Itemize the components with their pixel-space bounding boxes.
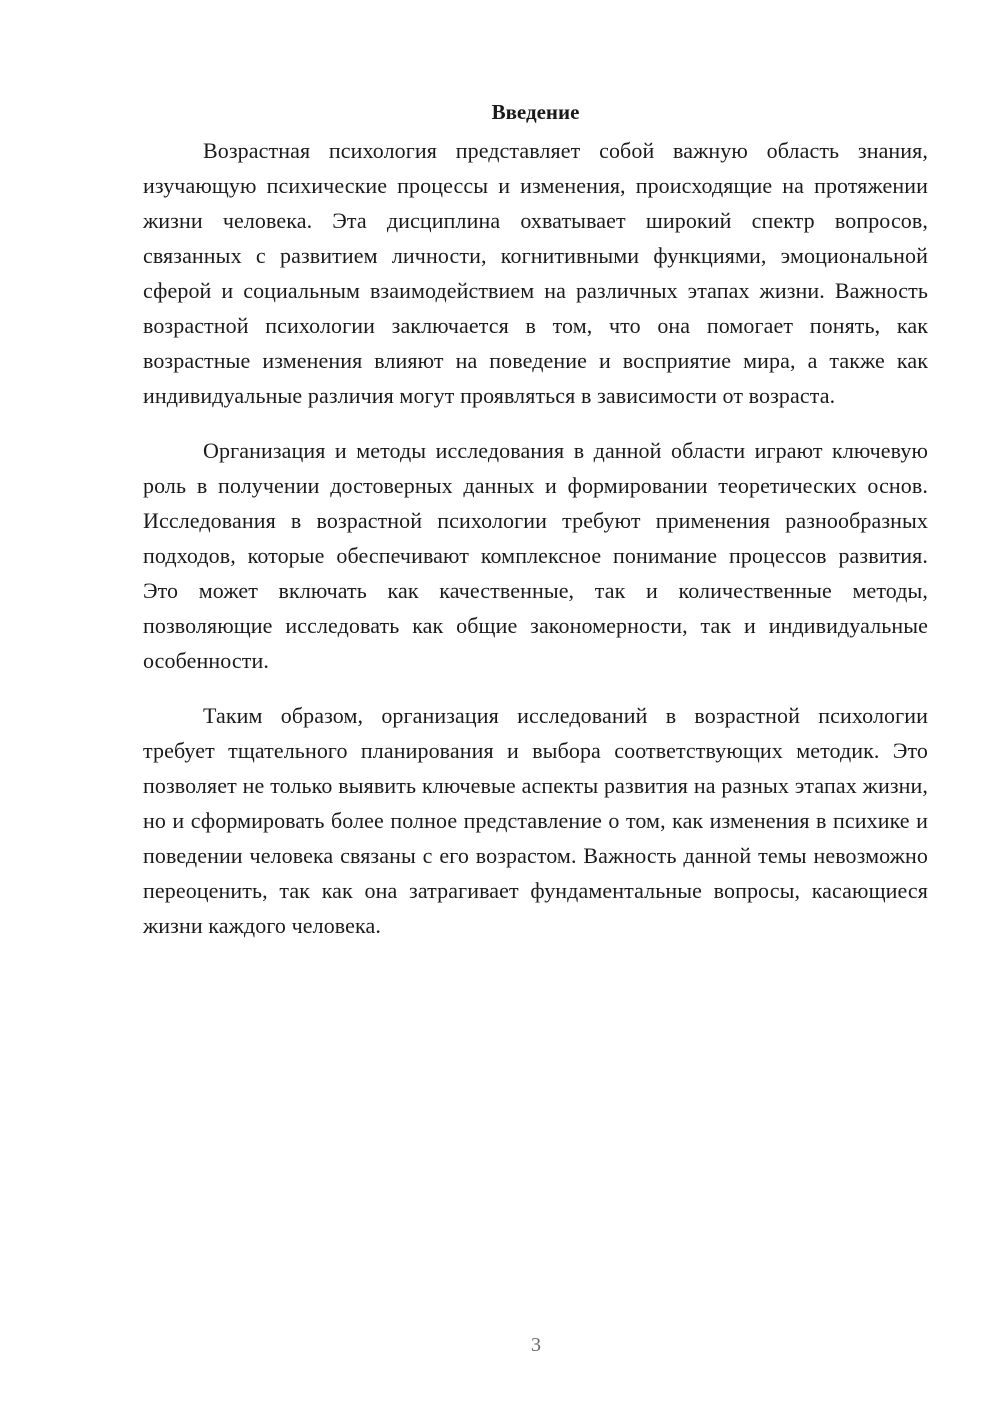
paragraph-2: Организация и методы исследования в данной области играют ключевую роль в получении достоверных данных и формировании теоретических основ. Исследования в возрастной психологии требуют применения разнообразных подходов, которые обеспечивают комплексное понимание процессов развития. Это может включать как качественные, так и количественные методы, позволяющие исследовать как общие закономерности, так и индивидуальные особенности. [143, 438, 928, 673]
paragraph-3: Таким образом, организация исследований в возрастной психологии требует тщательного планирования и выбора соответствующих методик. Это позволяет не только выявить ключевые аспекты развития на разных этапах жизни, но и сформировать более полное представление о том, как изменения в психике и поведении человека связаны с его возрастом. Важность данной темы невозможно переоценить, так как она затрагивает фундаментальные вопросы, касающиеся жизни каждого человека. [143, 703, 928, 938]
page-number: 3 [531, 1334, 541, 1356]
paragraph-1: Возрастная психология представляет собой важную область знания, изучающую психические процессы и изменения, происходящие на протяжении жизни человека. Эта дисциплина охватывает широкий спектр вопросов, связанных с развитием личности, когнитивными функциями, эмоциональной сферой и социальным взаимодействием на различных этапах жизни. Важность возрастной психологии заключается в том, что она помогает понять, как возрастные изменения влияют на поведение и восприятие мира, а также как индивидуальные различия могут проявляться в зависимости от возраста. [143, 138, 928, 408]
page-content [143, 98, 928, 963]
section-heading: Введение [491, 100, 580, 124]
